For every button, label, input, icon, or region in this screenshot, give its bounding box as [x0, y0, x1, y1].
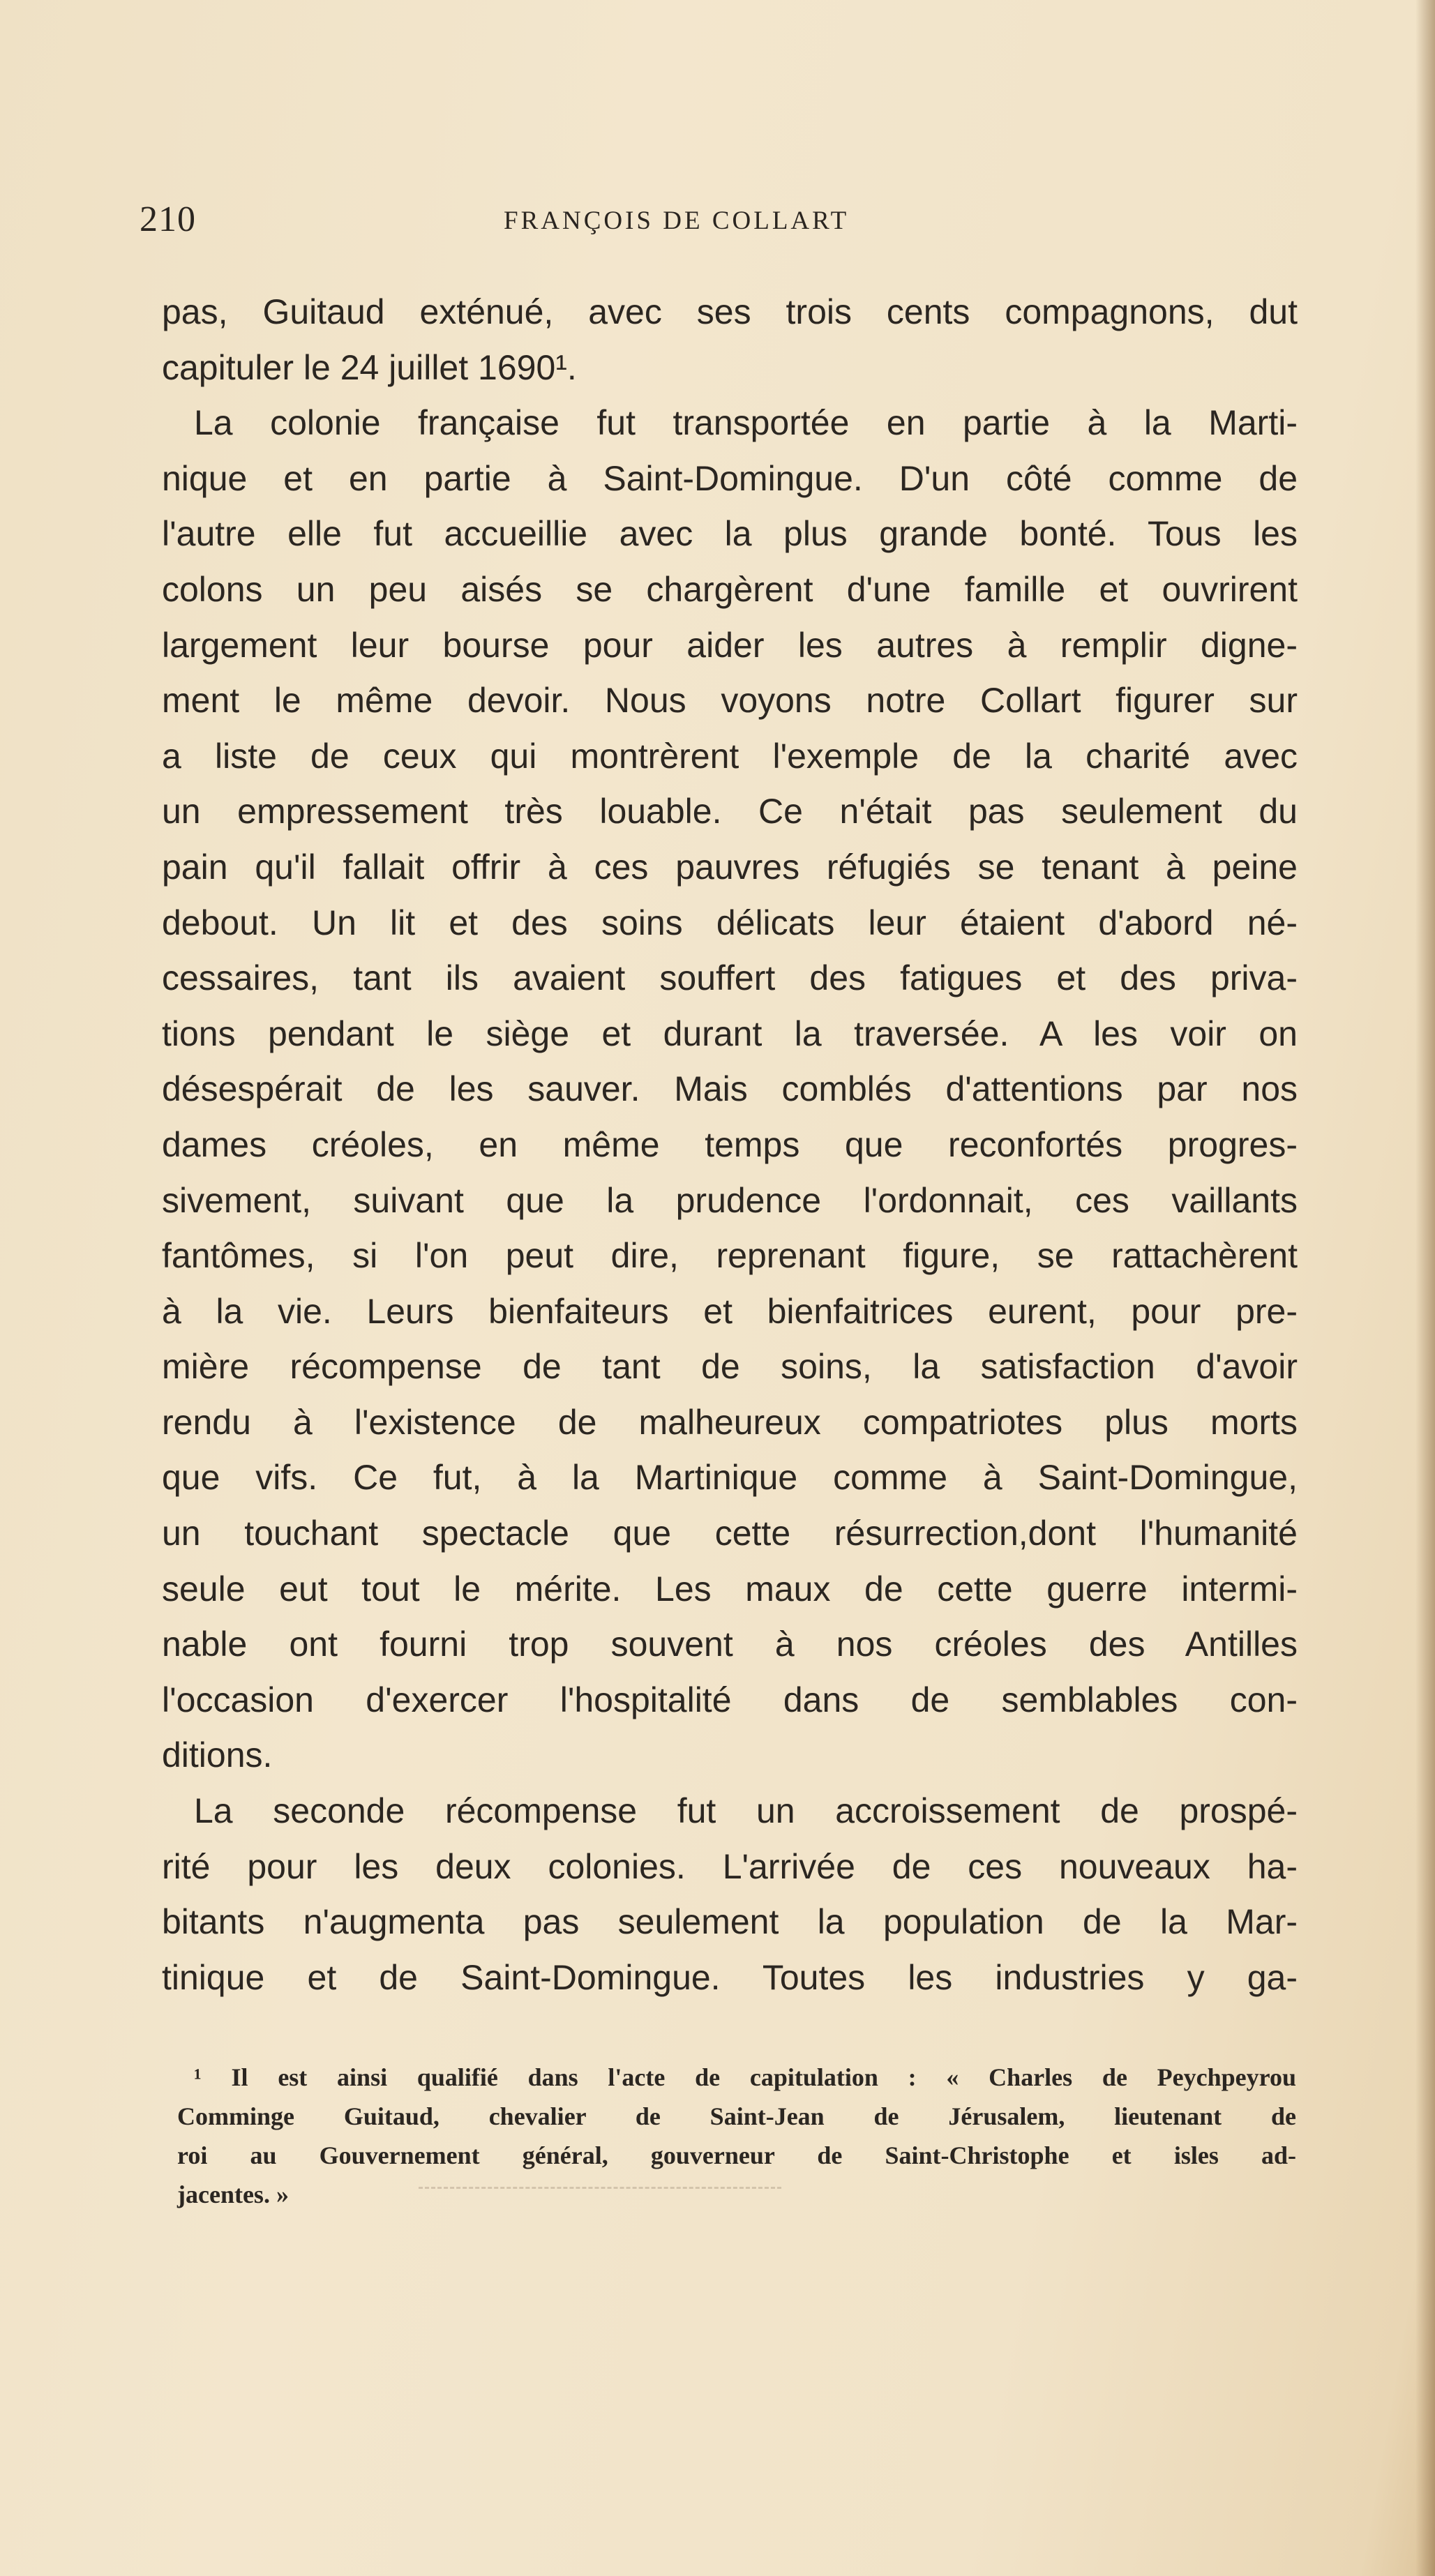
text-line: pas, Guitaud exténué, avec ses trois cents compagnons, dut [162, 292, 1298, 331]
text-line: désespérait de les sauver. Mais comblés d'attentions par nos [162, 1069, 1298, 1109]
text-line: un empressement très louable. Ce n'était pas seulement du [162, 792, 1298, 831]
running-head: FRANÇOIS DE COLLART [504, 206, 850, 235]
footnote-line: ¹ Il est ainsi qualifié dans l'acte de capitulation : « Charles de Peychpeyrou [194, 2063, 1296, 2091]
text-line: nique et en partie à Saint-Domingue. D'un côté comme de [162, 458, 1298, 498]
page-edge-shadow [1415, 0, 1435, 2576]
text-line: fantômes, si l'on peut dire, reprenant figure, se rattachèrent [162, 1236, 1298, 1276]
text-line: largement leur bourse pour aider les autres à remplir digne- [162, 625, 1298, 665]
text-line: l'occasion d'exercer l'hospitalité dans de semblables con- [162, 1680, 1298, 1719]
text-line: l'autre elle fut accueillie avec la plus grande bonté. Tous les [162, 514, 1298, 554]
text-line: nable ont fourni trop souvent à nos créoles des Antilles [162, 1625, 1298, 1664]
footnote-line: Comminge Guitaud, chevalier de Saint-Jean de Jérusalem, lieutenant de [177, 2102, 1296, 2130]
text-line: ditions. [162, 1735, 273, 1775]
text-line: dames créoles, en même temps que reconfortés progres- [162, 1124, 1298, 1164]
text-line: La seconde récompense fut un accroissement de prospé- [194, 1791, 1298, 1831]
page-header [0, 199, 1435, 248]
text-line: La colonie française fut transportée en partie à la Marti- [194, 403, 1298, 443]
text-line: tions pendant le siège et durant la traversée. A les voir on [162, 1014, 1298, 1053]
footnote-line: jacentes. » [177, 2180, 289, 2208]
text-line: rité pour les deux colonies. L'arrivée de ces nouveaux ha- [162, 1846, 1298, 1886]
text-line: capituler le 24 juillet 1690¹. [162, 347, 577, 387]
footnote-line: roi au Gouvernement général, gouverneur de Saint-Christophe et isles ad- [177, 2141, 1296, 2169]
text-line: à la vie. Leurs bienfaiteurs et bienfaitrices eurent, pour pre- [162, 1291, 1298, 1331]
text-line: que vifs. Ce fut, à la Martinique comme à Saint-Domingue, [162, 1458, 1298, 1498]
body-text [162, 285, 1298, 2005]
text-line: mière récompense de tant de soins, la satisfaction d'avoir [162, 1347, 1298, 1387]
text-line: un touchant spectacle que cette résurrection,dont l'humanité [162, 1514, 1298, 1553]
text-line: bitants n'augmenta pas seulement la population de la Mar- [162, 1902, 1298, 1942]
text-line: seule eut tout le mérite. Les maux de cette guerre intermi- [162, 1569, 1298, 1609]
text-line: colons un peu aisés se chargèrent d'une famille et ouvrirent [162, 569, 1298, 609]
text-line: a liste de ceux qui montrèrent l'exemple de la charité avec [162, 736, 1298, 776]
text-line: pain qu'il fallait offrir à ces pauvres réfugiés se tenant à peine [162, 847, 1298, 887]
text-line: ment le même devoir. Nous voyons notre Collart figurer sur [162, 681, 1298, 721]
page-number: 210 [140, 199, 196, 239]
text-line: tinique et de Saint-Domingue. Toutes les industries y ga- [162, 1957, 1298, 1997]
text-line: cessaires, tant ils avaient souffert des fatigues et des priva- [162, 958, 1298, 998]
faint-print-mark [419, 2187, 781, 2190]
text-line: sivement, suivant que la prudence l'ordonnait, ces vaillants [162, 1180, 1298, 1220]
text-line: rendu à l'existence de malheureux compatriotes plus morts [162, 1402, 1298, 1442]
text-line: debout. Un lit et des soins délicats leur étaient d'abord né- [162, 903, 1298, 942]
footnote [177, 2058, 1296, 2214]
